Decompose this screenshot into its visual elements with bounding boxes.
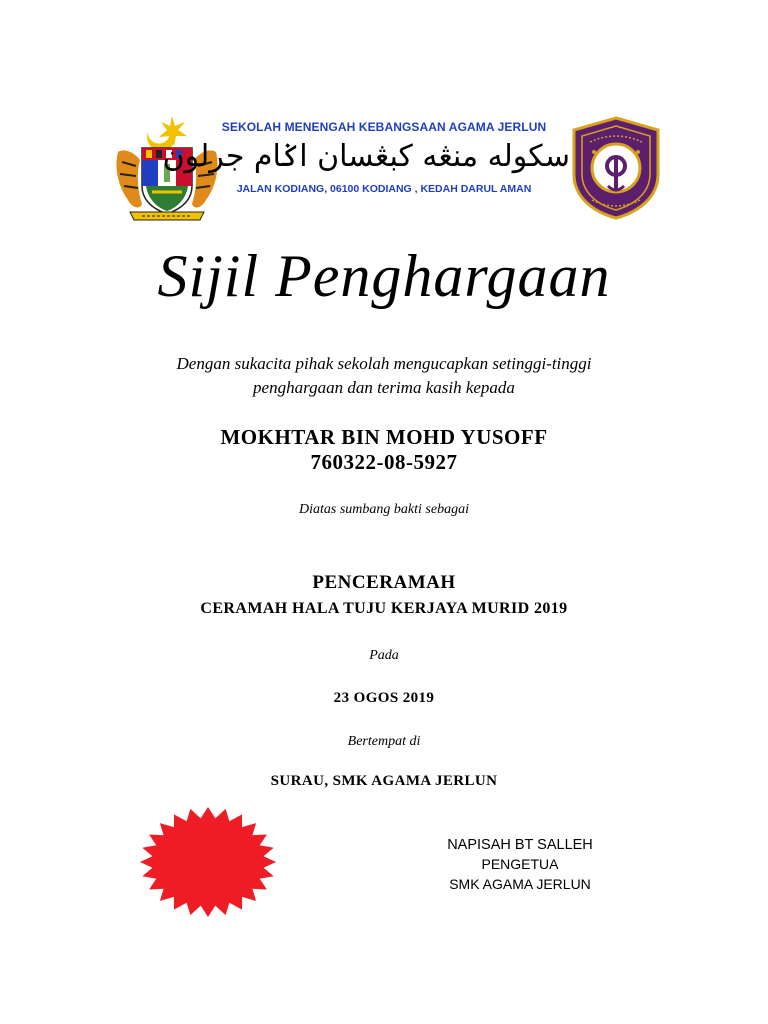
school-address: JALAN KODIANG, 06100 KODIANG , KEDAH DARUL AMAN: [236, 183, 532, 195]
recipient-name: MOKHTAR BIN MOHD YUSOFF: [220, 425, 548, 449]
intro-line-1: Dengan sukacita pihak sekolah mengucapkan setinggi-tinggi: [176, 354, 592, 373]
event-venue: SURAU, SMK AGAMA JERLUN: [270, 773, 498, 789]
recipient-ic-number: 760322-08-5927: [310, 450, 458, 474]
signatory-name: NAPISAH BT SALLEH: [447, 837, 593, 853]
venue-label: Bertempat di: [347, 734, 421, 749]
school-name: SEKOLAH MENENGAH KEBANGSAAN AGAMA JERLUN: [221, 120, 547, 134]
event-name: CERAMAH HALA TUJU KERJAYA MURID 2019: [200, 600, 568, 617]
intro-text: [110, 352, 658, 400]
event-date: 23 OGOS 2019: [333, 690, 435, 706]
signatory-school: SMK AGAMA JERLUN: [449, 876, 591, 892]
contribution-label: Diatas sumbang bakti sebagai: [299, 502, 469, 517]
recipient-role: PENCERAMAH: [312, 572, 456, 593]
intro-line-2: penghargaan dan terima kasih kepada: [253, 378, 515, 397]
school-crest-icon: [568, 116, 664, 220]
signatory-title: PENGETUA: [481, 856, 559, 872]
school-name-jawi: سكوله منڠه كبڠسان اݢام جرلون: [162, 139, 570, 174]
date-label: Pada: [369, 648, 399, 663]
certificate-title: Sijil Penghargaan: [157, 243, 611, 309]
seal-starburst-shape: [140, 807, 276, 917]
red-starburst-seal-icon: [138, 806, 278, 918]
